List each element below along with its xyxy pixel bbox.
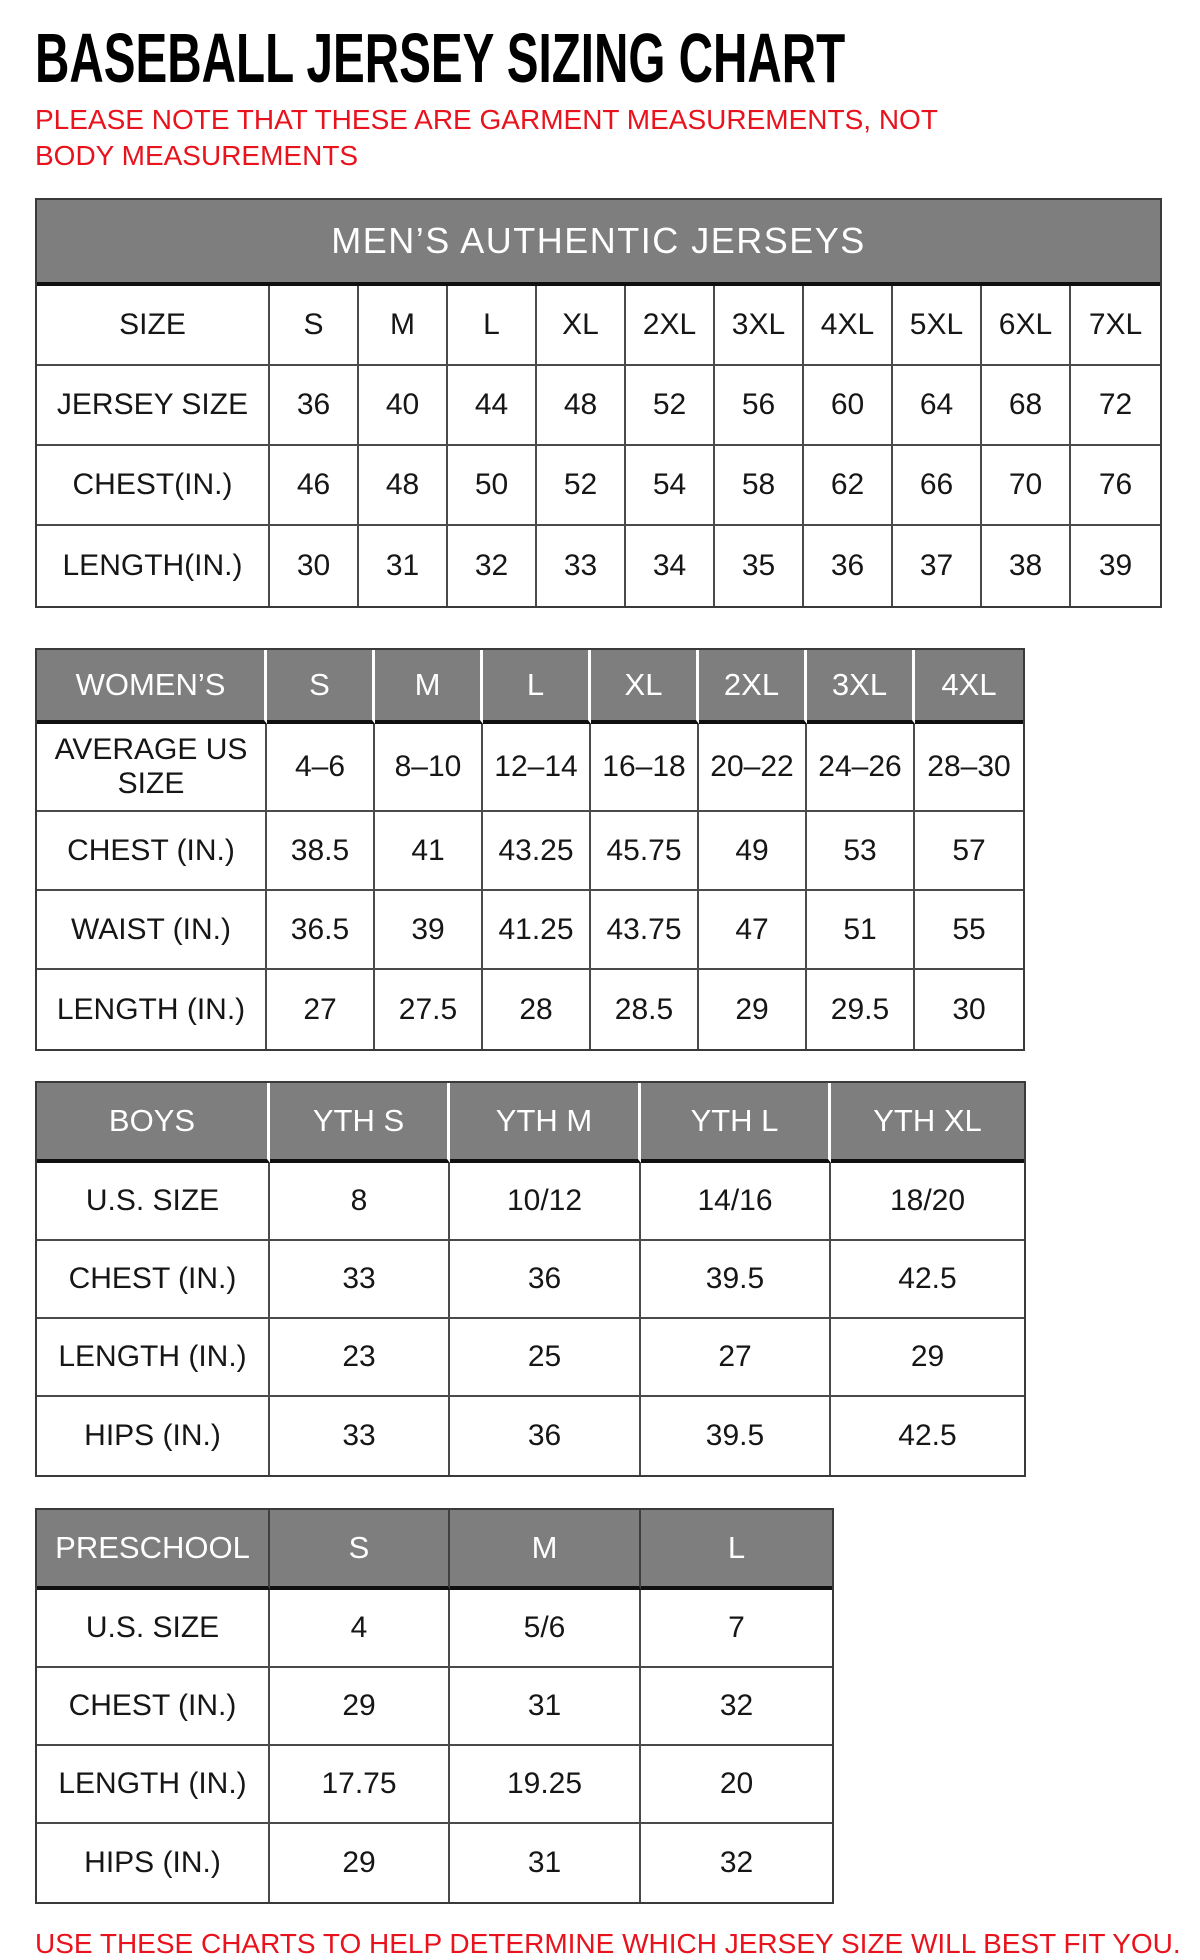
table-cell: 4 — [270, 1590, 450, 1668]
table-cell: 56 — [715, 366, 804, 446]
table-cell: 58 — [715, 446, 804, 526]
column-header: S — [270, 286, 359, 366]
column-header: 5XL — [893, 286, 982, 366]
table-cell: 19.25 — [450, 1746, 641, 1824]
table-cell: 76 — [1071, 446, 1160, 526]
table-cell: 16–18 — [591, 724, 699, 812]
table-cell: 50 — [448, 446, 537, 526]
column-header: YTH S — [270, 1083, 450, 1163]
table-cell: 20–22 — [699, 724, 807, 812]
table-cell: 39.5 — [641, 1241, 831, 1319]
table-cell: 39 — [1098, 549, 1133, 582]
table-cell: 30 — [270, 526, 359, 606]
table-cell: 29 — [831, 1319, 1024, 1397]
table-cell: 33 — [270, 1241, 450, 1319]
table-cell: 72 — [1071, 366, 1160, 446]
table-cell: 29 — [270, 1668, 450, 1746]
table-cell: 28 — [483, 970, 591, 1049]
table-cell: 8–10 — [375, 724, 483, 812]
column-header: 3XL — [715, 286, 804, 366]
row-label: LENGTH(IN.) — [37, 526, 270, 606]
table-cell: 43.75 — [591, 891, 699, 970]
note-text: PLEASE NOTE THAT THESE ARE GARMENT MEASUREMENTS, NOT BODY MEASUREMENTS — [35, 104, 938, 171]
table-cell: 31 — [450, 1824, 641, 1902]
table-cell: 44 — [448, 366, 537, 446]
column-header: 4XL — [804, 286, 893, 366]
table-cell: 28.5 — [591, 970, 699, 1049]
table-cell: 38.5 — [267, 812, 375, 891]
column-header: 2XL — [699, 650, 807, 724]
table-cell: 32 — [641, 1668, 832, 1746]
table-cell: 5/6 — [450, 1590, 641, 1668]
table-cell: 10/12 — [450, 1163, 641, 1241]
table-cell: 29.5 — [807, 970, 915, 1049]
table-cell: 40 — [359, 366, 448, 446]
column-header: L — [483, 650, 591, 724]
table-cell: 51 — [807, 891, 915, 970]
table-cell: 27.5 — [375, 970, 483, 1049]
womens-table — [35, 648, 1025, 1051]
column-header: 4XL — [915, 650, 1023, 724]
table-cell: 66 — [893, 446, 982, 526]
column-header: BOYS — [37, 1083, 270, 1163]
row-label: LENGTH (IN.) — [37, 1746, 270, 1824]
table-cell: 24–26 — [807, 724, 915, 812]
table-cell: 62 — [804, 446, 893, 526]
column-header: PRESCHOOL — [37, 1510, 270, 1590]
table-cell: 43.25 — [483, 812, 591, 891]
table-cell: 30 — [952, 992, 986, 1026]
column-header: 6XL — [982, 286, 1071, 366]
table-cell: 36 — [450, 1397, 641, 1475]
row-label: HIPS (IN.) — [37, 1397, 270, 1475]
column-header: S — [267, 650, 375, 724]
table-cell: 38 — [982, 526, 1071, 606]
table-cell: 7 — [641, 1590, 832, 1668]
column-header: L — [448, 286, 537, 366]
table-cell: 42.5 — [898, 1419, 957, 1452]
mens-table-title: MEN’S AUTHENTIC JERSEYS — [37, 200, 1160, 286]
boys-table — [35, 1081, 1026, 1477]
row-label: WAIST (IN.) — [37, 891, 267, 970]
table-cell: 18/20 — [831, 1163, 1024, 1241]
table-cell: 36 — [804, 526, 893, 606]
table-cell: 47 — [699, 891, 807, 970]
table-cell: 32 — [448, 526, 537, 606]
row-label: CHEST (IN.) — [37, 812, 267, 891]
table-cell: 64 — [893, 366, 982, 446]
table-cell: 28–30 — [915, 724, 1023, 812]
table-cell: 36 — [450, 1241, 641, 1319]
table-cell: 36 — [270, 366, 359, 446]
table-cell: 14/16 — [641, 1163, 831, 1241]
table-cell: 70 — [982, 446, 1071, 526]
table-cell: 34 — [626, 526, 715, 606]
table-cell: 29 — [699, 970, 807, 1049]
table-cell: 39 — [375, 891, 483, 970]
table-cell: 41.25 — [483, 891, 591, 970]
table-cell: 35 — [715, 526, 804, 606]
preschool-table — [35, 1508, 834, 1904]
table-cell: 23 — [270, 1319, 450, 1397]
table-cell: 25 — [450, 1319, 641, 1397]
column-header: XL — [537, 286, 626, 366]
column-header: L — [641, 1510, 832, 1590]
row-label: JERSEY SIZE — [37, 366, 270, 446]
table-cell: 27 — [641, 1319, 831, 1397]
table-cell: 45.75 — [591, 812, 699, 891]
row-label: CHEST (IN.) — [37, 1668, 270, 1746]
table-cell: 54 — [626, 446, 715, 526]
table-cell: 17.75 — [270, 1746, 450, 1824]
mens-table — [35, 198, 1162, 608]
table-cell: 48 — [359, 446, 448, 526]
table-cell: 57 — [915, 812, 1023, 891]
table-cell: 53 — [807, 812, 915, 891]
column-header: 3XL — [807, 650, 915, 724]
table-cell: 52 — [537, 446, 626, 526]
table-cell: 27 — [267, 970, 375, 1049]
table-cell: 33 — [270, 1397, 450, 1475]
column-header: M — [359, 286, 448, 366]
table-cell: 29 — [270, 1824, 450, 1902]
row-label: CHEST(IN.) — [37, 446, 270, 526]
column-header: SIZE — [37, 286, 270, 366]
table-cell: 20 — [641, 1746, 832, 1824]
table-cell: 41 — [375, 812, 483, 891]
table-cell: 49 — [699, 812, 807, 891]
column-header: M — [450, 1510, 641, 1590]
column-header: M — [375, 650, 483, 724]
row-label: AVERAGE US SIZE — [37, 724, 267, 812]
table-cell: 55 — [915, 891, 1023, 970]
table-cell: 33 — [537, 526, 626, 606]
page-title: BASEBALL JERSEY SIZING CHART — [35, 19, 846, 97]
table-cell: 42.5 — [831, 1241, 1024, 1319]
row-label: LENGTH (IN.) — [37, 970, 267, 1049]
table-cell: 12–14 — [483, 724, 591, 812]
column-header: XL — [591, 650, 699, 724]
row-label: CHEST (IN.) — [37, 1241, 270, 1319]
table-cell: 52 — [626, 366, 715, 446]
table-cell: 31 — [450, 1668, 641, 1746]
row-label: HIPS (IN.) — [37, 1824, 270, 1902]
column-header: YTH XL — [831, 1083, 1024, 1163]
table-cell: 36.5 — [267, 891, 375, 970]
table-cell: 37 — [893, 526, 982, 606]
column-header: WOMEN’S — [37, 650, 267, 724]
row-label: U.S. SIZE — [37, 1163, 270, 1241]
table-cell: 31 — [359, 526, 448, 606]
table-cell: 8 — [270, 1163, 450, 1241]
column-header: S — [270, 1510, 450, 1590]
column-header: 2XL — [626, 286, 715, 366]
footer-text: USE THESE CHARTS TO HELP DETERMINE WHICH JERSEY SIZE WILL BEST FIT YOU. — [35, 1928, 1181, 1959]
column-header: 7XL — [1071, 286, 1160, 366]
table-cell: 48 — [537, 366, 626, 446]
table-cell: 46 — [270, 446, 359, 526]
row-label: LENGTH (IN.) — [37, 1319, 270, 1397]
column-header: YTH L — [641, 1083, 831, 1163]
column-header: YTH M — [450, 1083, 641, 1163]
table-cell: 39.5 — [641, 1397, 831, 1475]
row-label: U.S. SIZE — [37, 1590, 270, 1668]
table-cell: 68 — [982, 366, 1071, 446]
table-cell: 60 — [804, 366, 893, 446]
table-cell: 32 — [719, 1846, 754, 1879]
table-cell: 4–6 — [267, 724, 375, 812]
